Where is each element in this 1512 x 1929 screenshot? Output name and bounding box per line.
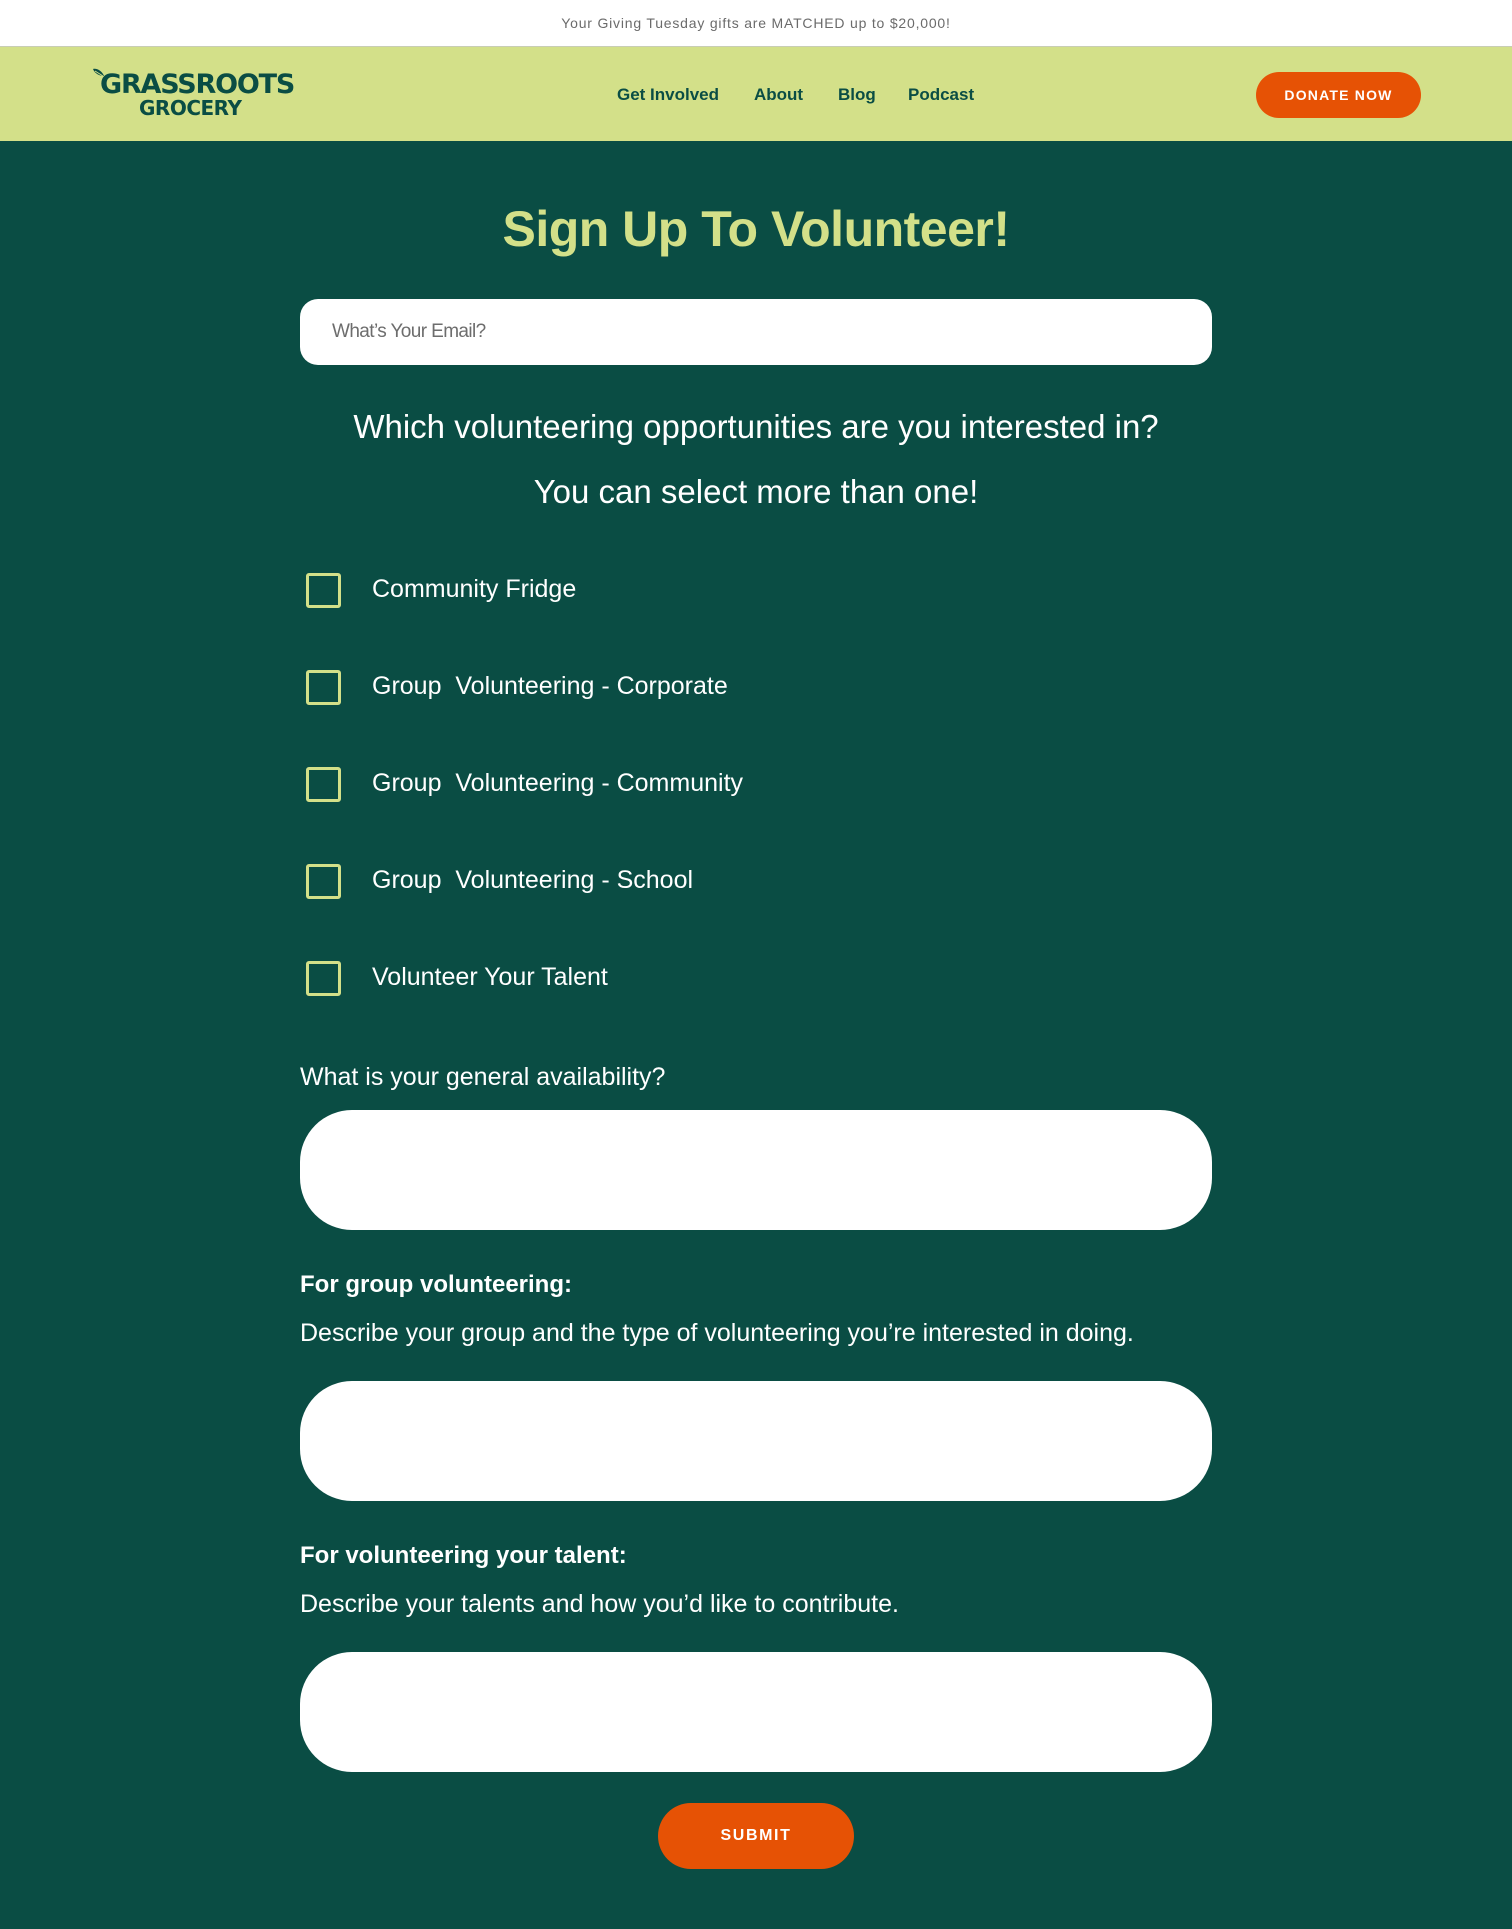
group-volunteering-description: Describe your group and the type of volunteering you’re interested in doing. [300, 1319, 1134, 1347]
availability-label: What is your general availability? [300, 1063, 666, 1091]
nav-link-blog[interactable]: Blog [838, 84, 876, 104]
submit-button[interactable]: SUBMIT [658, 1803, 854, 1869]
nav-item-blog[interactable] [838, 47, 876, 142]
page-title: Sign Up To Volunteer! [502, 201, 1010, 257]
option-label: Volunteer Your Talent [372, 963, 608, 991]
opportunities-question: Which volunteering opportunities are you interested in? [353, 408, 1159, 445]
talent-field[interactable] [300, 1652, 1212, 1772]
option-label: Group Volunteering - Corporate [372, 672, 728, 700]
select-multiple-hint: You can select more than one! [533, 473, 979, 510]
checkbox[interactable] [306, 961, 341, 996]
announcement-bar [0, 0, 1512, 47]
donate-now-button[interactable]: DONATE NOW [1256, 72, 1421, 118]
checkbox[interactable] [306, 573, 341, 608]
checkbox[interactable] [306, 767, 341, 802]
email-field[interactable] [300, 299, 1212, 365]
talent-description: Describe your talents and how you’d like to contribute. [300, 1590, 899, 1618]
nav-item-get-involved[interactable] [617, 47, 719, 142]
site-header [0, 47, 1512, 142]
checkbox[interactable] [306, 670, 341, 705]
nav-item-about[interactable] [754, 47, 803, 142]
group-description-field[interactable] [300, 1381, 1212, 1501]
checkbox[interactable] [306, 864, 341, 899]
option-label: Group Volunteering - Community [372, 769, 744, 797]
announcement-text: Your Giving Tuesday gifts are MATCHED up to $20,000! [561, 15, 951, 31]
nav-link-about[interactable]: About [754, 84, 804, 104]
option-label: Group Volunteering - School [372, 866, 694, 894]
logo-line2: GROCERY [139, 96, 242, 120]
nav-link-podcast[interactable]: Podcast [908, 84, 975, 104]
logo-line1: GRASSROOTS [100, 69, 295, 100]
nav-item-podcast[interactable] [908, 47, 974, 142]
group-volunteering-heading: For group volunteering: [300, 1271, 572, 1298]
grassroots-grocery-logo[interactable] [92, 67, 295, 123]
nav-link-get-involved[interactable]: Get Involved [617, 84, 720, 104]
availability-field[interactable] [300, 1110, 1212, 1230]
option-label: Community Fridge [372, 575, 577, 603]
talent-heading: For volunteering your talent: [300, 1542, 627, 1569]
